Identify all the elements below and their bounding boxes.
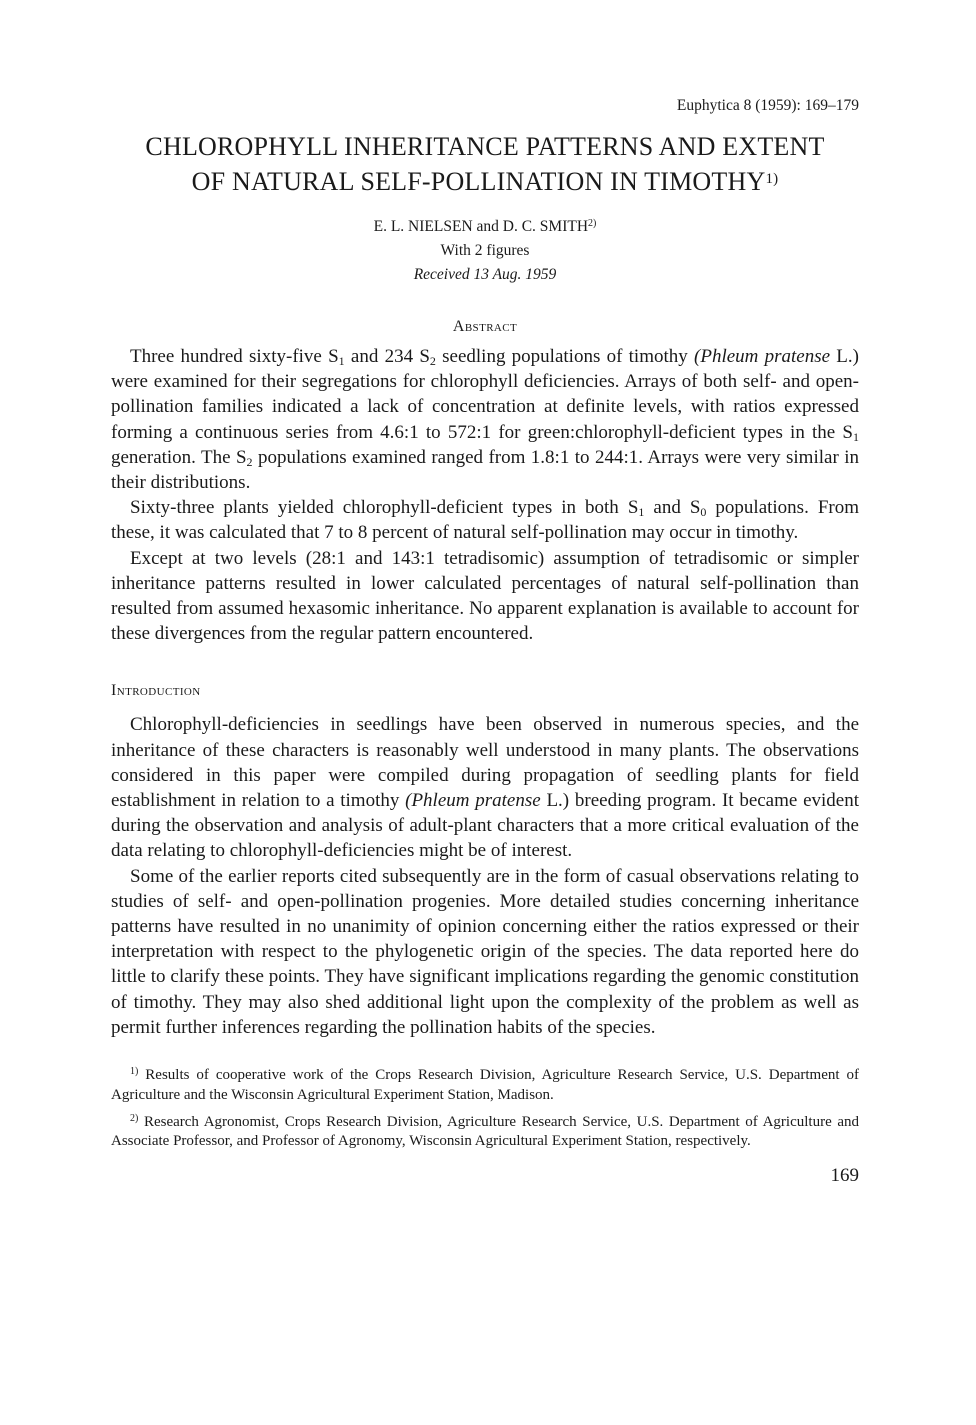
footnote-1: [111, 1062, 859, 1106]
species-name: (Phleum pratense: [405, 790, 541, 812]
author-names-text: E. L. NIELSEN and D. C. SMITH: [373, 218, 589, 235]
text-run: Sixty-three plants yielded chlorophyll-deficient types in both S: [130, 497, 639, 519]
journal-reference: Euphytica 8 (1959): 169–179: [676, 97, 859, 114]
text-run: populations examined ranged from 1.8:1 to 244:1. Arrays were very similar in their distributions.: [111, 446, 859, 494]
footnote-text: Research Agronomist, Crops Research Division, Agriculture Research Service, U.S. Department of Agriculture and Associate Professor, and Professor of Agronomy, Wisconsin Agricultural Experiment Station, respectively.: [111, 1113, 859, 1150]
subscript: 1: [853, 429, 859, 444]
subscript: 2: [429, 354, 436, 368]
footnote-mark: 1): [130, 1066, 139, 1078]
paper-page: [111, 96, 859, 1187]
footnote-text: Results of cooperative work of the Crops Research Division, Agriculture Research Service, U.S. Department of Agriculture and the Wisconsin Agricultural Experiment Station, Madison.: [111, 1067, 859, 1103]
text-run: populations. From these, it was calculated that 7 to 8 percent of natural self-pollination may occur in timothy.: [111, 497, 860, 544]
introduction-body: [111, 712, 859, 1040]
page-number: 169: [830, 1165, 859, 1187]
species-name: (Phleum pratense: [694, 346, 831, 367]
text-run: Chlorophyll-deficiencies in seedlings have been observed in numerous species, and the inheritance of these characters is reasonably well understood in many plants. The observations considered in this paper were compiled during propagation of seedling plants for field establishment in relation to a timothy: [111, 714, 859, 812]
abstract-paragraph-3: Except at two levels (28:1 and 143:1 tetradisomic) assumption of tetradisomic or simpler inheritance patterns resulted in lower calculated percentages of natural self-pollination than resulted from assumed hexasomic inheritance. No apparent explanation is available to account for these divergences from the regular pattern encountered.: [111, 547, 859, 645]
author-footnote-mark: 2): [588, 218, 597, 229]
paper-title: [111, 130, 859, 198]
title-line-2: OF NATURAL SELF-POLLINATION IN TIMOTHY: [191, 167, 766, 196]
text-run: seedling populations of timothy: [435, 346, 695, 367]
title-line-1: CHLOROPHYLL INHERITANCE PATTERNS AND EXTENT: [145, 132, 825, 161]
author-names: [111, 212, 859, 239]
introduction-paragraph-1: [111, 712, 859, 863]
subscript: 0: [700, 505, 707, 520]
text-run: generation. The S: [111, 446, 247, 468]
text-run: Three hundred sixty-five S: [130, 346, 339, 367]
subscript: 2: [246, 454, 253, 469]
text-run: L.) breeding program. It became evident during the observation and analysis of adult-plant characters that a more critical evaluation of the data relating to chlorophyll-deficiencies might be of interest.: [111, 790, 859, 862]
footnote-mark: 2): [130, 1112, 139, 1124]
introduction-heading: Introduction: [111, 682, 201, 700]
subscript: 1: [638, 505, 645, 520]
footnote-2: [111, 1109, 859, 1153]
introduction-paragraph-2: Some of the earlier reports cited subsequently are in the form of casual observations relating to studies of self- and open-pollination progenies. More detailed studies concerning inheritance patterns have resulted in no unanimity of opinion concerning either the ratios expressed or their interpretation with respect to the phylogenetic origin of the species. The data reported here do little to clarify these points. They have significant implications regarding the genomic constitution of timothy. They may also shed additional light upon the complexity of the problem as well as permit further inferences regarding the pollination habits of the species.: [111, 865, 859, 1038]
text-run: L.) were examined for their segregations for chlorophyll deficiencies. Arrays of both self- and open-pollination families indicated a lack of concentration at definite levels, with ratios expressed forming a continuous series from 4.6:1 to 572:1 for green:chlorophyll-deficient types in the S: [111, 346, 859, 443]
abstract-heading: Abstract: [452, 318, 518, 335]
subscript: 1: [338, 354, 345, 368]
author-block: [111, 212, 859, 287]
text-run: and 234 S: [344, 346, 430, 367]
received-date: Received 13 Aug. 1959: [413, 266, 557, 283]
text-run: and S: [644, 497, 701, 519]
abstract-paragraph-1: [111, 344, 859, 495]
abstract-paragraph-2: [111, 495, 859, 545]
title-footnote-mark: 1): [765, 171, 779, 187]
abstract-body: [111, 344, 859, 646]
footnotes: [111, 1062, 859, 1152]
figure-count: With 2 figures: [440, 242, 530, 259]
